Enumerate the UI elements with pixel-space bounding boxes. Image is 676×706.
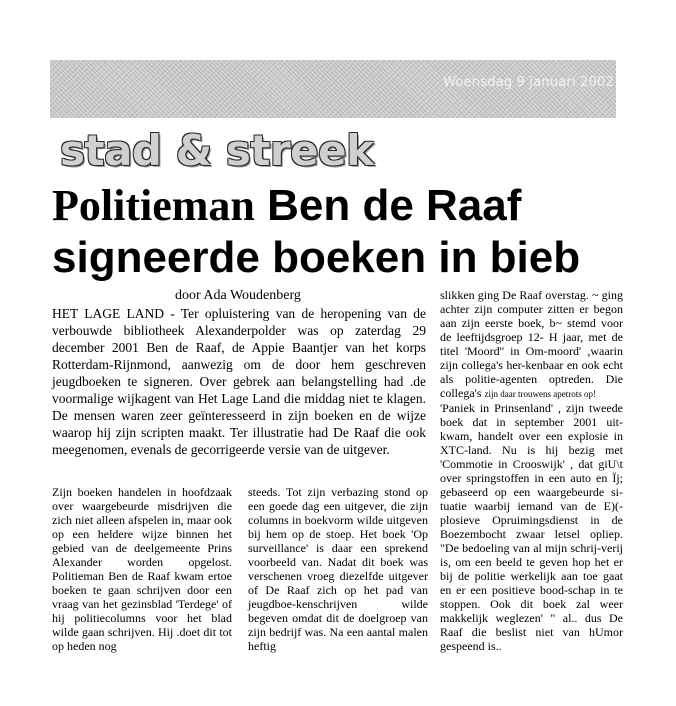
body-column-3 (440, 288, 623, 653)
headline (52, 180, 652, 284)
body-column-1 (52, 485, 232, 653)
body-column-2 (248, 485, 428, 653)
column-1-text: Zijn boeken handelen in hoofdzaak over waargebeurde misdrijven die zich niet alleen afspelen in, maar ook op een heldere wijze binnen het gebied van de deelgemeente Prins Alexander worden opgelost. Politieman Ben de Raaf kwam ertoe boeken te gaan schrijven door een vraag van het gezinsblad 'Terdege' of hij politiecolumns voor het blad wilde gaan schrijven. Hij .doet dit tot op heden nog (52, 485, 232, 653)
intro-paragraph (52, 305, 426, 458)
publication-date: Woensdag 9 januari 2002 (443, 75, 614, 90)
section-title: stad & streek (60, 126, 374, 175)
column-3-text-b: 'Paniek in Prinsenland' , zijn tweede boek dat in september 2001 uit-kwam, handelt over een explosie in XTC-land. Nu is hij bezig met 'Commotie in Crooswijk' , dat giU\t over springstoffen in een auto en Ïj; gebaseerd op een waargebeurde si-tuatie waarbij iemand van de E)(-plosieve Opruimingsdienst in de Boezembocht zwaar letsel opliep. "De bedoeling van al mijn schrij-verij is, om een beeld te geven hop het er bij de politie werkelijk aan toe gaat en er een positieve bood-schap in te stoppen. Ook dit boek zal weer makkelijk weglezen' " al.. dus De Raaf die beslist niet van hUmor gespeend is.. (440, 401, 623, 653)
column-3-text-a: slikken ging De Raaf overstag. ~ ging achter zijn computer zitten er begon aan zijn eerste boek, b~ stemd voor de leeftijdsgroep 12- H jaar, met de titel 'Moord'' in Om-moord' ,waarin zijn collega's her-kenbaar en ook echt als politie-agenten optreden. Die collega's (440, 288, 623, 400)
column-3-text (440, 288, 623, 401)
column-2-text: steeds. Tot zijn verbazing stond op een goede dag een uitgever, die zijn columns in boekvorm wilde uitgeven bij hem op de stoep. Het boek 'Op surveillance' is daar een sprekend voorbeeld van. Nadat dit boek was verschenen vroeg diezelfde uitgever of De Raaf zich op het pad van jeugdboe-kenschrijven wilde begeven omdat dit de doelgroep van zijn bedrijf was. Na een aantal malen heftig (248, 485, 428, 653)
header-band (50, 60, 616, 118)
headline-word-serif: Politieman (52, 181, 255, 230)
byline: door Ada Woudenberg (175, 288, 301, 303)
intro-text: HET LAGE LAND - Ter opluistering van de heropening van de verbouwde bibliotheek Alexanderpolder was op zaterdag 29 december 2001 Ben de Raaf, de Appie Baantjer van het korps Rotterdam-Rijnmond, aanwezig om de door hem geschreven jeugdboeken te signeren. Over gebrek aan belangstelling had .de voormalige wijkagent van Het Lage Land die middag niet te klagen. De mensen waren zeer geïnteresseerd in zijn boeken en de wijze waarop hij zijn scripten maakt. Ter illustratie had De Raaf die ook meegenomen, evenals de gecorrigeerde versie van de uitgever. (52, 306, 426, 457)
headline-line1-rest: Ben de Raaf (267, 181, 522, 230)
headline-line2: signeerde boeken in bieb (52, 233, 581, 282)
column-3-small-text: zijn daar trouwens apetrots op! (484, 389, 596, 399)
